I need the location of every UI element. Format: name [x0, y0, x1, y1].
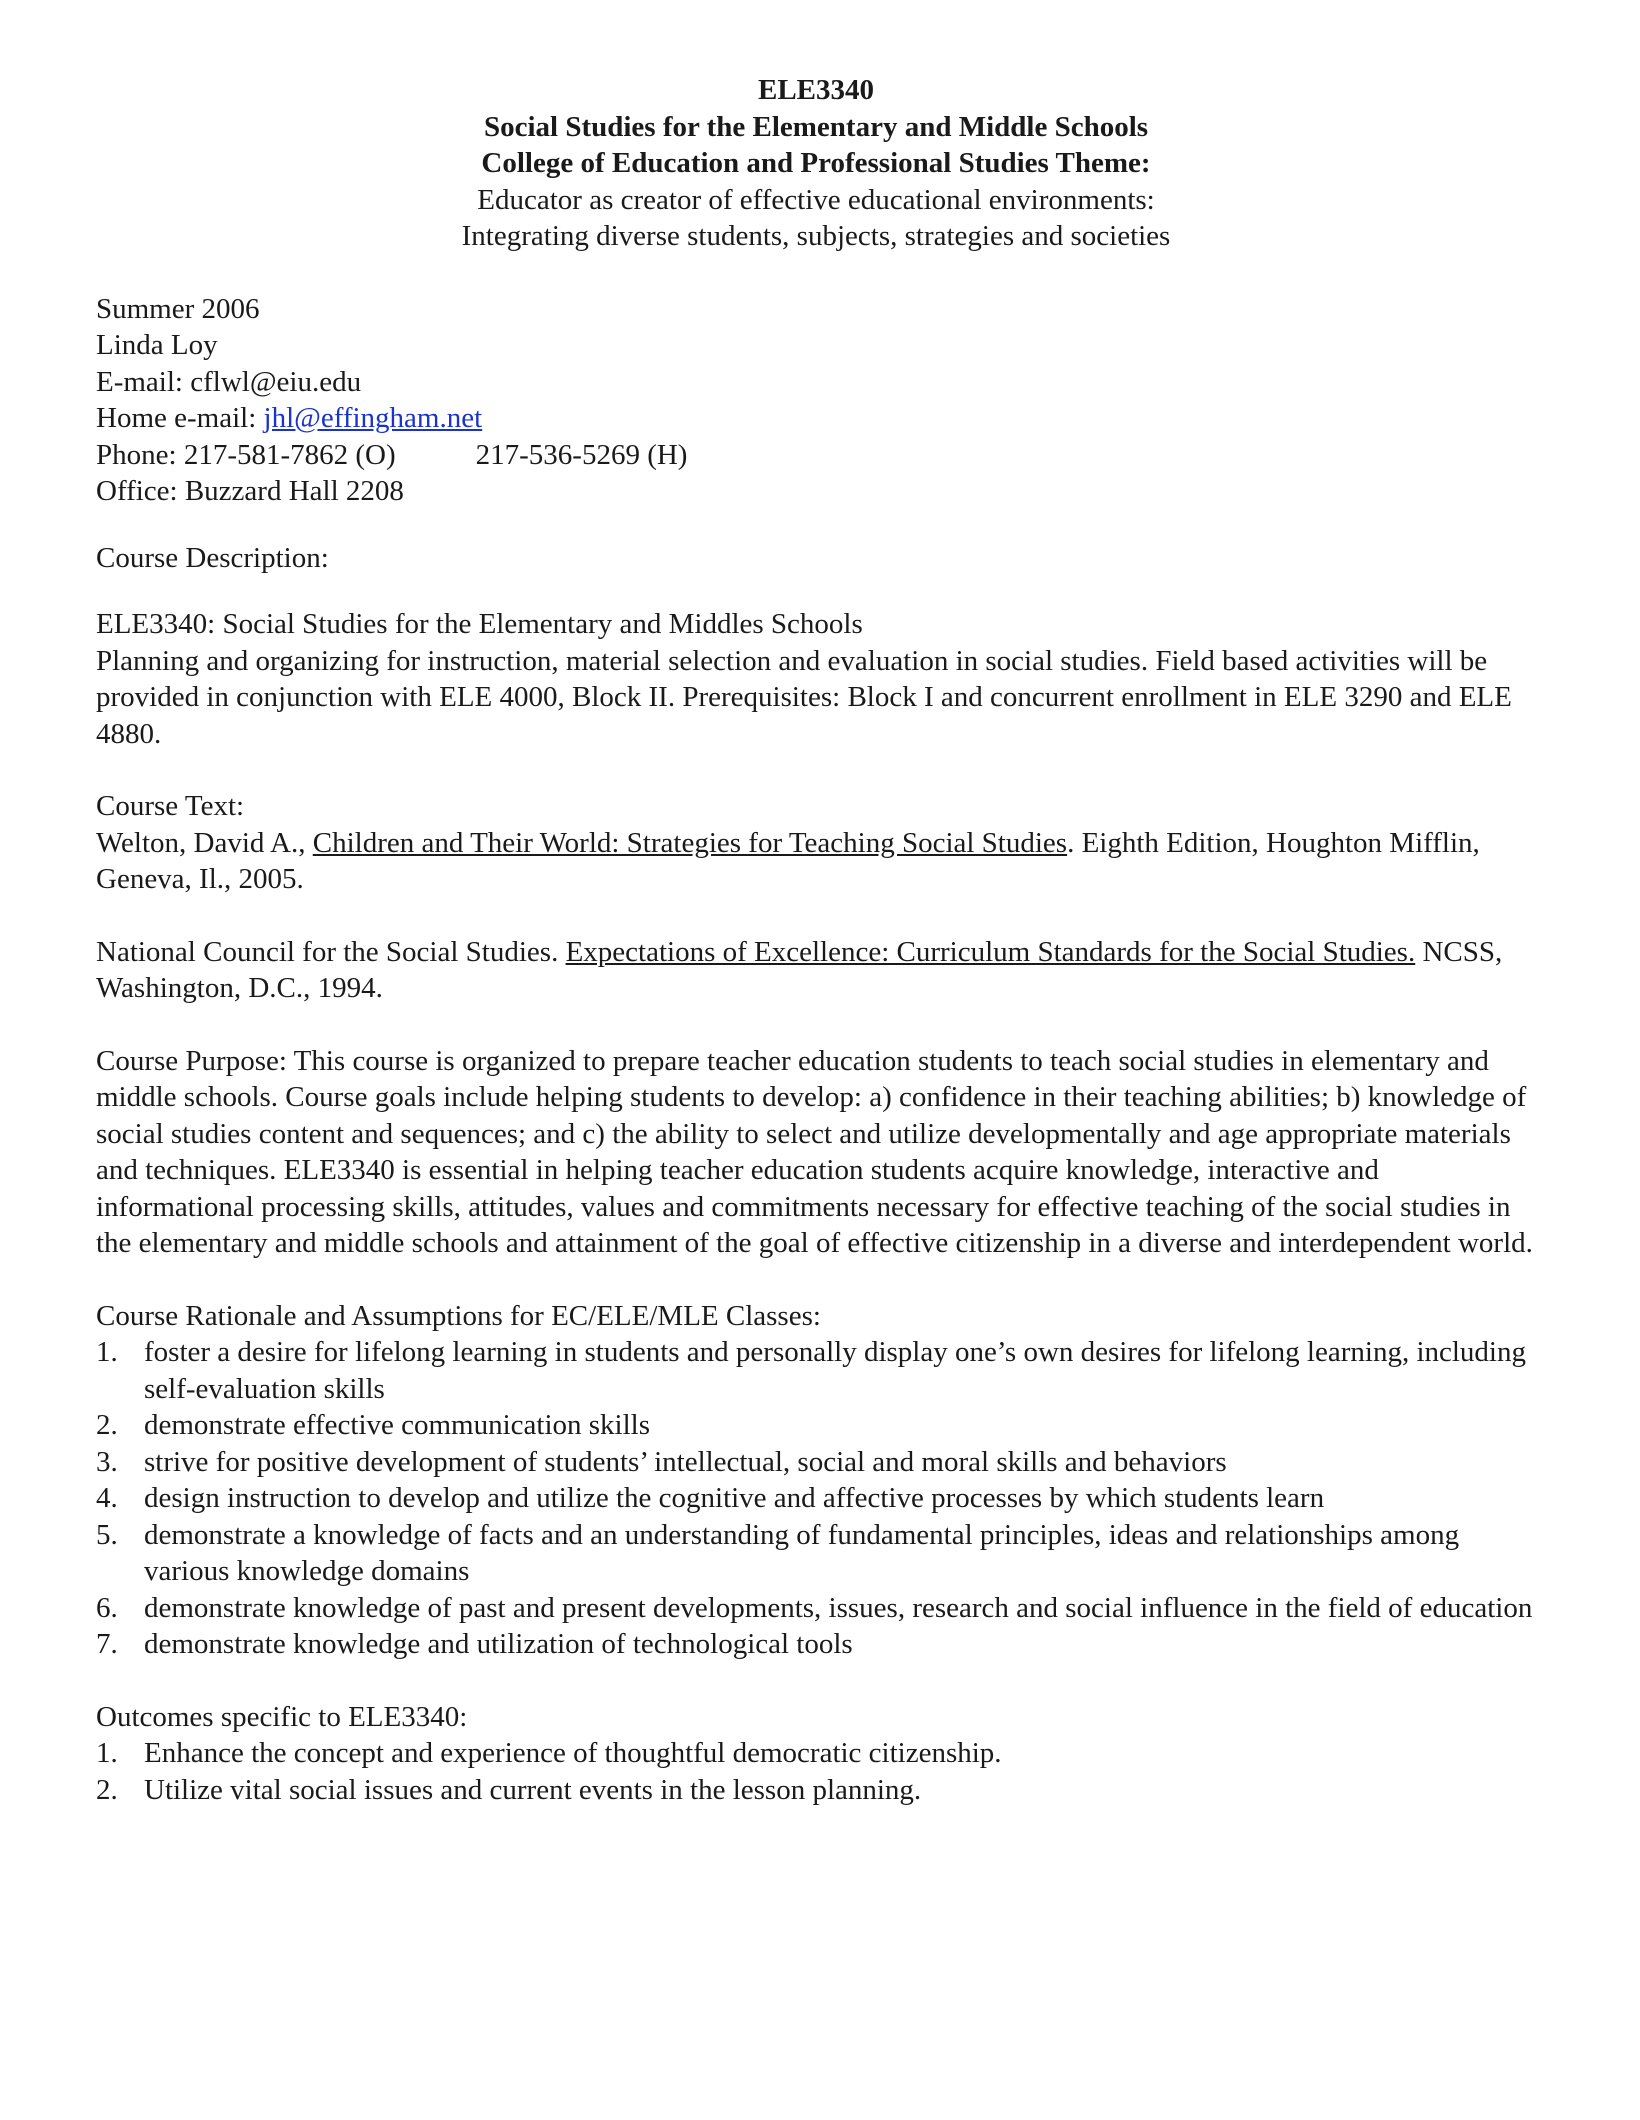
rationale-heading: Course Rationale and Assumptions for EC/ELE/MLE Classes: — [96, 1299, 821, 1332]
email-label: E-mail: — [96, 365, 191, 398]
home-email-line — [96, 400, 1536, 437]
list-item-text: Utilize vital social issues and current events in the lesson planning. — [144, 1773, 922, 1806]
list-item — [96, 1517, 1536, 1590]
list-item — [96, 1735, 1536, 1772]
syllabus-header — [96, 72, 1536, 255]
term: Summer 2006 — [96, 292, 260, 325]
phone-line — [96, 437, 1536, 474]
list-item-number: 7. — [96, 1628, 118, 1660]
list-item-text: demonstrate knowledge of past and present developments, issues, research and social influence in the field of education — [144, 1591, 1533, 1624]
list-item-number: 6. — [96, 1591, 118, 1624]
book-1-title: Children and Their World: Strategies for Teaching Social Studies — [312, 826, 1068, 859]
list-item-text: Enhance the concept and experience of thoughtful democratic citizenship. — [144, 1737, 1002, 1769]
phone-label: Phone: — [96, 438, 184, 471]
theme-label: College of Education and Professional Studies Theme: — [481, 147, 1151, 179]
office-line: Office: Buzzard Hall 2208 — [96, 475, 404, 507]
list-item-number: 2. — [96, 1773, 118, 1806]
list-item-number: 3. — [96, 1445, 118, 1478]
theme-line-1: Educator as creator of effective educational environments: — [477, 183, 1155, 216]
course-text-heading: Course Text: — [96, 790, 245, 822]
description-body: Planning and organizing for instruction, material selection and evaluation in social studies. Field based activities will be provided in conjunction with ELE 4000, Block II. Prerequisites: Block I and concurrent enrollment in ELE 3290 and ELE 4880. — [96, 644, 1512, 750]
course-text-block — [96, 788, 1536, 898]
outcomes-heading: Outcomes specific to ELE3340: — [96, 1700, 468, 1733]
theme-line-2: Integrating diverse students, subjects, strategies and societies — [461, 220, 1171, 252]
list-item — [96, 1626, 1536, 1663]
book-2-citation — [96, 934, 1536, 1007]
book-2-author: National Council for the Social Studies. — [96, 935, 566, 968]
list-item-number: 5. — [96, 1518, 118, 1551]
phone-office: 217-581-7862 (O) — [183, 438, 396, 471]
description-title: ELE3340: Social Studies for the Elementary and Middles Schools — [96, 608, 863, 640]
list-item — [96, 1334, 1536, 1407]
book-2-details: NCSS, Washington, D.C., 1994. — [96, 935, 1503, 1004]
course-purpose: Course Purpose: This course is organized to prepare teacher education students to teach social studies in elementary and middle schools. Course goals include helping students to develop: a) confidence in their teaching abilities; b) knowledge of social studies content and sequences; and c) the ability to select and utilize developmentally and age appropriate materials and techniques. ELE3340 is essential in helping teacher education students acquire knowledge, interactive and informational processing skills, attitudes, values and commitments necessary for effective teaching of the social studies in the elementary and middle schools and attainment of the goal of effective citizenship in a diverse and interdependent world. — [96, 1044, 1533, 1259]
course-code: ELE3340 — [757, 74, 875, 106]
book-1-citation — [96, 825, 1536, 898]
description-heading: Course Description: — [96, 541, 329, 574]
outcomes-block — [96, 1699, 1536, 1809]
outcomes-list — [96, 1735, 1536, 1808]
list-item-number: 1. — [96, 1336, 118, 1368]
rationale-block — [96, 1298, 1536, 1663]
book-2-title: Expectations of Excellence: Curriculum Standards for the Social Studies. — [565, 935, 1416, 968]
list-item — [96, 1407, 1536, 1444]
list-item-number: 4. — [96, 1482, 118, 1514]
list-item-text: demonstrate knowledge and utilization of technological tools — [144, 1628, 853, 1660]
list-item — [96, 1590, 1536, 1627]
instructor-name: Linda Loy — [96, 329, 218, 361]
description-block — [96, 606, 1536, 752]
email-line — [96, 364, 1536, 401]
list-item-text: demonstrate a knowledge of facts and an understanding of fundamental principles, ideas and relationships among various knowledge domains — [144, 1518, 1460, 1587]
course-title: Social Studies for the Elementary and Middle Schools — [483, 110, 1149, 143]
list-item-number: 2. — [96, 1409, 118, 1441]
email-address: cflwl@eiu.edu — [190, 365, 362, 398]
syllabus-page — [96, 72, 1536, 1808]
list-item — [96, 1444, 1536, 1481]
rationale-list — [96, 1334, 1536, 1663]
book-1-details: . Eighth Edition, Houghton Mifflin, Geneva, Il., 2005. — [96, 826, 1480, 895]
list-item — [96, 1772, 1536, 1809]
list-item-text: strive for positive development of students’ intellectual, social and moral skills and behaviors — [144, 1445, 1227, 1478]
home-email-link[interactable]: jhl@effingham.net — [263, 402, 483, 434]
home-email-label: Home e-mail: — [96, 402, 264, 434]
list-item — [96, 1480, 1536, 1517]
list-item-number: 1. — [96, 1737, 118, 1769]
list-item-text: foster a desire for lifelong learning in students and personally display one’s own desires for lifelong learning, including self-evaluation skills — [144, 1336, 1526, 1405]
list-item-text: demonstrate effective communication skills — [144, 1409, 651, 1441]
list-item-text: design instruction to develop and utilize the cognitive and affective processes by which students learn — [144, 1482, 1325, 1514]
phone-home: 217-536-5269 (H) — [475, 438, 688, 471]
contact-block — [96, 291, 1536, 510]
book-1-author: Welton, David A., — [96, 826, 313, 859]
